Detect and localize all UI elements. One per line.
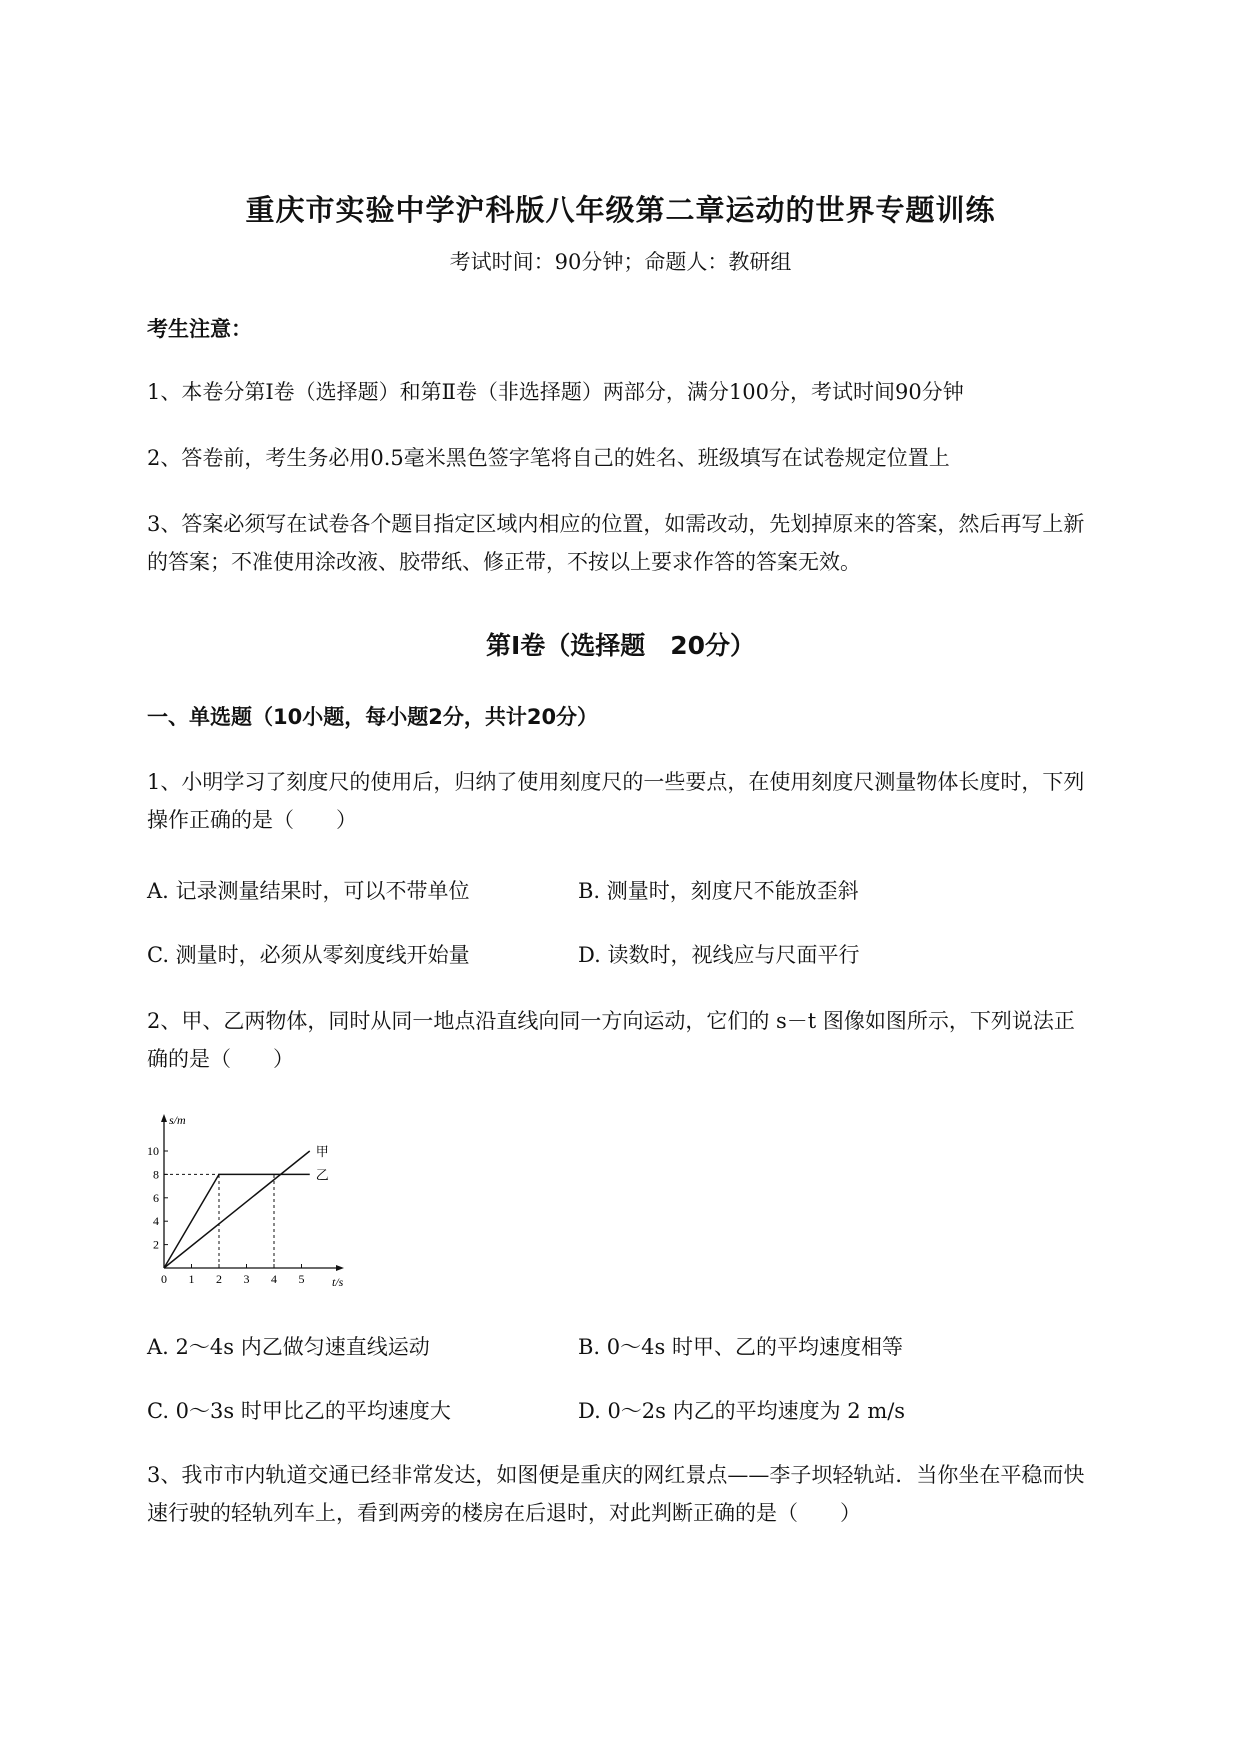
series-line — [164, 1151, 310, 1268]
option-c[interactable]: C. 测量时，必须从零刻度线开始量 — [147, 943, 470, 967]
exam-title: 重庆市实验中学沪科版八年级第二章运动的世界专题训练 — [245, 193, 996, 227]
y-tick-label: 8 — [153, 1167, 159, 1182]
y-axis-label: s/m — [169, 1113, 186, 1127]
x-tick-label: 5 — [298, 1272, 305, 1286]
y-tick-label: 2 — [153, 1237, 159, 1252]
notice-item: 的答案；不准使用涂改液、胶带纸、修正带，不按以上要求作答的答案无效。 — [147, 550, 861, 574]
x-axis-label: t/s — [332, 1275, 344, 1289]
notice-heading: 考生注意： — [147, 317, 252, 341]
series-label: 乙 — [315, 1167, 329, 1183]
option-c[interactable]: C. 0～3s 时甲比乙的平均速度大 — [147, 1399, 451, 1423]
notice-item: 1、本卷分第I卷（选择题）和第Ⅱ卷（非选择题）两部分，满分100分，考试时间90分钟 — [147, 380, 964, 404]
option-a[interactable]: A. 2～4s 内乙做匀速直线运动 — [147, 1335, 430, 1359]
question-3-text: 速行驶的轻轨列车上，看到两旁的楼房在后退时，对此判断正确的是（ ） — [147, 1501, 861, 1525]
question-3-text: 3、我市市内轨道交通已经非常发达，如图便是重庆的网红景点——李子坝轻轨站．当你坐在平稳而快 — [147, 1463, 1085, 1487]
exam-subtitle: 考试时间：90分钟；命题人：教研组 — [449, 250, 792, 274]
option-d[interactable]: D. 0～2s 内乙的平均速度为 2 m/s — [578, 1399, 906, 1423]
question-1-text: 操作正确的是（ ） — [147, 808, 357, 832]
question-2-text: 2、甲、乙两物体，同时从同一地点沿直线向同一方向运动，它们的 s－t 图像如图所示，下列说法正 — [147, 1009, 1075, 1033]
part-heading: 一、单选题（10小题，每小题2分，共计20分） — [147, 705, 599, 729]
x-tick-label: 4 — [271, 1272, 277, 1286]
notice-item: 3、答案必须写在试卷各个题目指定区域内相应的位置，如需改动，先划掉原来的答案，然后再写上新 — [147, 512, 1085, 536]
option-b[interactable]: B. 测量时，刻度尺不能放歪斜 — [578, 879, 859, 903]
option-a[interactable]: A. 记录测量结果时，可以不带单位 — [147, 879, 470, 903]
y-tick-label: 4 — [153, 1214, 159, 1229]
s-t-graph — [140, 1110, 390, 1310]
x-tick-label: 2 — [216, 1272, 222, 1286]
series-line — [164, 1174, 310, 1268]
option-b[interactable]: B. 0～4s 时甲、乙的平均速度相等 — [578, 1335, 903, 1359]
question-1-text: 1、小明学习了刻度尺的使用后，归纳了使用刻度尺的一些要点，在使用刻度尺测量物体长度时，下列 — [147, 770, 1085, 794]
x-axis-arrow — [336, 1265, 344, 1271]
y-tick-label: 10 — [147, 1144, 159, 1158]
series-label: 甲 — [315, 1144, 329, 1159]
x-tick-label: 1 — [188, 1272, 195, 1286]
notice-item: 2、答卷前，考生务必用0.5毫米黑色签字笔将自己的姓名、班级填写在试卷规定位置上 — [147, 446, 950, 470]
x-tick-label: 0 — [161, 1272, 167, 1286]
question-2-text: 确的是（ ） — [147, 1047, 294, 1071]
section-title: 第I卷（选择题 20分） — [485, 631, 756, 660]
y-tick-label: 6 — [153, 1190, 159, 1205]
option-d[interactable]: D. 读数时，视线应与尺面平行 — [578, 943, 860, 967]
x-tick-label: 3 — [243, 1272, 250, 1286]
y-axis-arrow — [161, 1114, 167, 1122]
